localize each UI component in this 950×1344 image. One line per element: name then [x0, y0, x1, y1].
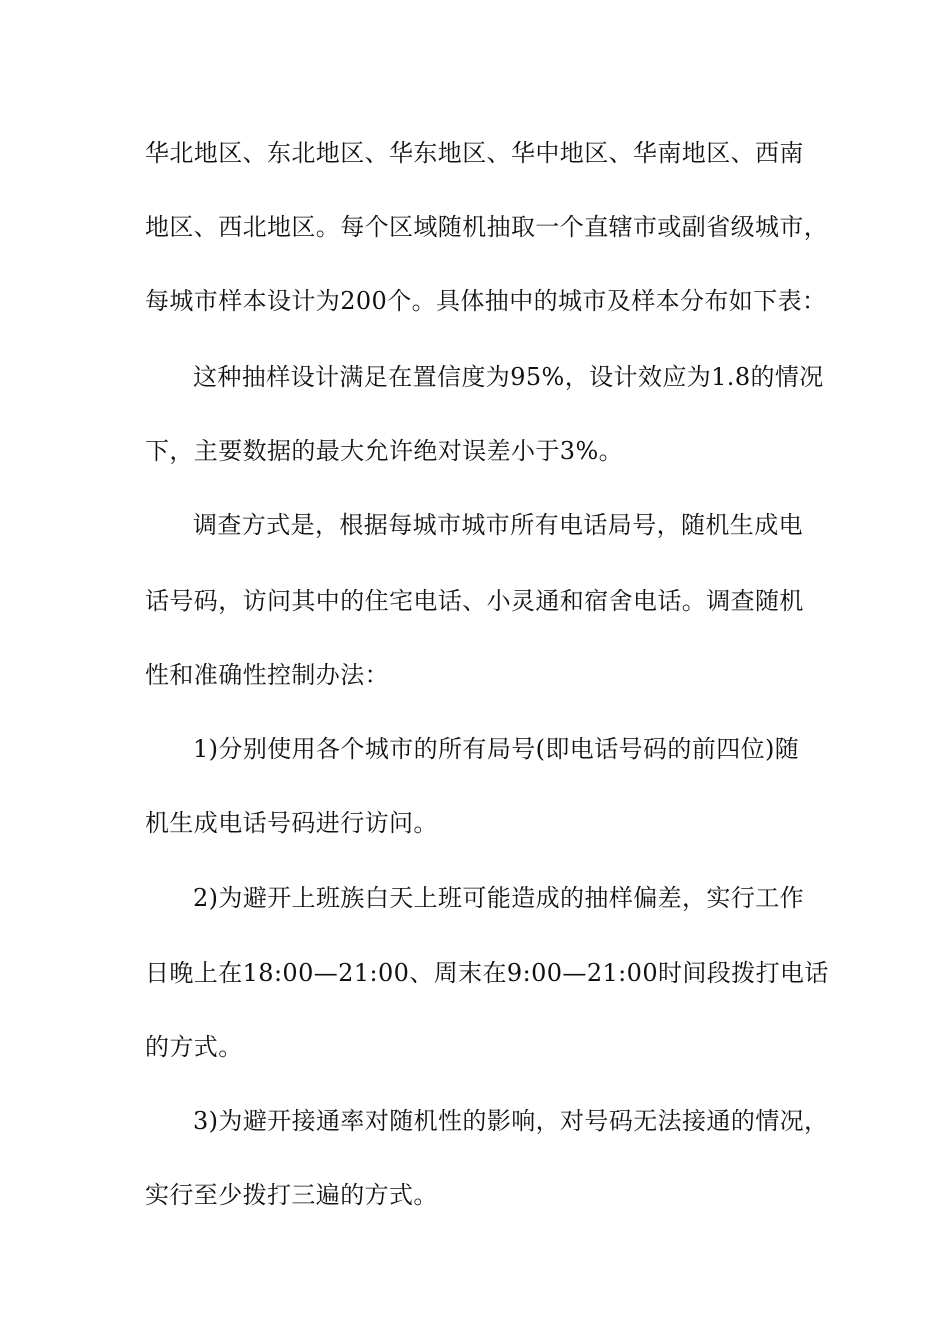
- text-line: 话号码，访问其中的住宅电话、小灵通和宿舍电话。调查随机: [145, 587, 804, 615]
- text-line: 日晚上在18:00—21:00、周末在9:00—21:00时间段拨打电话: [145, 959, 829, 987]
- text-line: 的方式。: [145, 1033, 243, 1061]
- text-line: 2)为避开上班族白天上班可能造成的抽样偏差，实行工作: [193, 884, 805, 912]
- text-line: 这种抽样设计满足在置信度为95%，设计效应为1.8的情况: [193, 363, 824, 391]
- text-line: 机生成电话号码进行访问。: [145, 809, 438, 837]
- text-line: 地区、西北地区。每个区域随机抽取一个直辖市或副省级城市，: [145, 213, 829, 241]
- text-line: 3)为避开接通率对随机性的影响，对号码无法接通的情况，: [193, 1107, 829, 1135]
- text-line: 性和准确性控制办法：: [145, 661, 389, 689]
- text-line: 实行至少拨打三遍的方式。: [145, 1181, 438, 1209]
- text-line: 每城市样本设计为200个。具体抽中的城市及样本分布如下表：: [145, 287, 827, 315]
- text-line: 1)分别使用各个城市的所有局号(即电话号码的前四位)随: [193, 735, 800, 763]
- text-line: 调查方式是，根据每城市城市所有电话局号，随机生成电: [193, 511, 803, 539]
- text-line: 华北地区、东北地区、华东地区、华中地区、华南地区、西南: [145, 139, 804, 167]
- text-line: 下，主要数据的最大允许绝对误差小于3%。: [145, 437, 624, 465]
